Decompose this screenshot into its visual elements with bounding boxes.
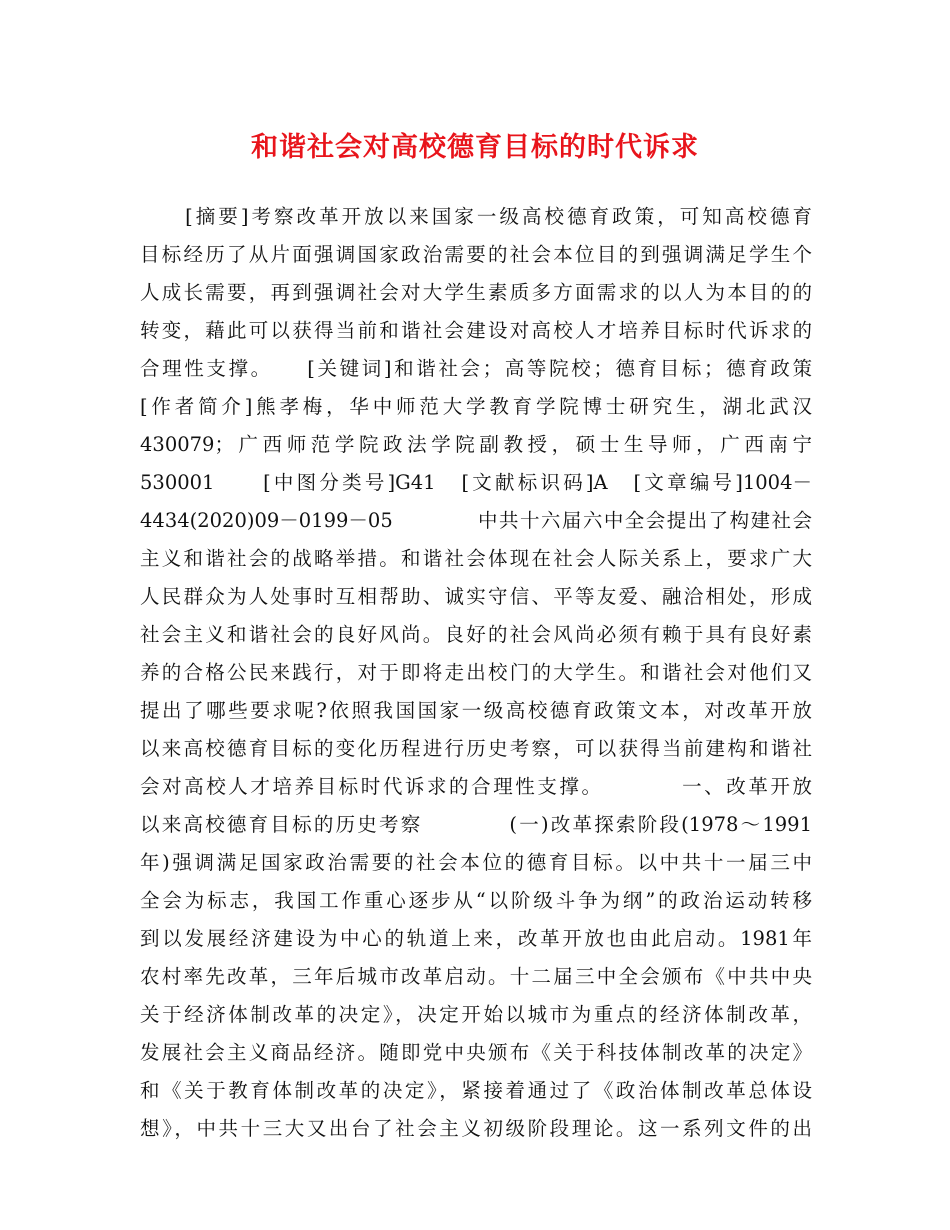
body-text-line: 目标经历了从片面强调国家政治需要的社会本位目的到强调满足学生个 — [140, 243, 812, 266]
body-text-line: [摘要]考察改革开放以来国家一级高校德育政策，可知高校德育 — [140, 205, 812, 228]
body-text-line: 合理性支撑。 [关键词]和谐社会；高等院校；德育目标；德育政策 — [140, 357, 812, 380]
body-text-line: 会对高校人才培养目标时代诉求的合理性支撑。 一、改革开放 — [140, 775, 812, 798]
body-text-line: 社会主义和谐社会的良好风尚。良好的社会风尚必须有赖于具有良好素 — [140, 623, 812, 646]
body-text-line: 转变，藉此可以获得当前和谐社会建设对高校人才培养目标时代诉求的 — [140, 319, 812, 342]
body-text-line: 4434(2020)09－0199－05 中共十六届六中全会提出了构建社会 — [140, 509, 812, 532]
body-text-line: 主义和谐社会的战略举措。和谐社会体现在社会人际关系上，要求广大 — [140, 547, 812, 570]
body-text-line: [作者简介]熊孝梅，华中师范大学教育学院博士研究生，湖北武汉 — [140, 395, 812, 418]
body-text-line: 想》，中共十三大又出台了社会主义初级阶段理论。这一系列文件的出 — [140, 1117, 812, 1140]
body-text-line: 人成长需要，再到强调社会对大学生素质多方面需求的以人为本目的的 — [140, 281, 812, 304]
body-text-line: 提出了哪些要求呢?依照我国国家一级高校德育政策文本，对改革开放 — [140, 699, 812, 722]
body-text-line: 年)强调满足国家政治需要的社会本位的德育目标。以中共十一届三中 — [140, 851, 812, 874]
body-text-line: 和《关于教育体制改革的决定》，紧接着通过了《政治体制改革总体设 — [140, 1079, 812, 1102]
body-text-line: 养的合格公民来践行，对于即将走出校门的大学生。和谐社会对他们又 — [140, 661, 812, 684]
body-text-line: 以来高校德育目标的历史考察 (一)改革探索阶段(1978～1991 — [140, 813, 812, 836]
body-text-line: 人民群众为人处事时互相帮助、诚实守信、平等友爱、融洽相处，形成 — [140, 585, 812, 608]
body-text-line: 全会为标志，我国工作重心逐步从“以阶级斗争为纲”的政治运动转移 — [140, 889, 812, 912]
document-title: 和谐社会对高校德育目标的时代诉求 — [251, 132, 699, 163]
document-body — [140, 198, 812, 1148]
body-text-line: 农村率先改革，三年后城市改革启动。十二届三中全会颁布《中共中央 — [140, 965, 812, 988]
body-text-line: 以来高校德育目标的变化历程进行历史考察，可以获得当前建构和谐社 — [140, 737, 812, 760]
body-text-line: 关于经济体制改革的决定》，决定开始以城市为重点的经济体制改革， — [140, 1003, 812, 1026]
body-text-line: 到以发展经济建设为中心的轨道上来，改革开放也由此启动。1981年 — [140, 927, 812, 950]
body-text-line: 430079；广西师范学院政法学院副教授，硕士生导师，广西南宁 — [140, 433, 812, 456]
body-text-line: 发展社会主义商品经济。随即党中央颁布《关于科技体制改革的决定》 — [140, 1041, 812, 1064]
body-text-line: 530001 [中图分类号]G41 [文献标识码]A [文章编号]1004－ — [140, 471, 812, 494]
